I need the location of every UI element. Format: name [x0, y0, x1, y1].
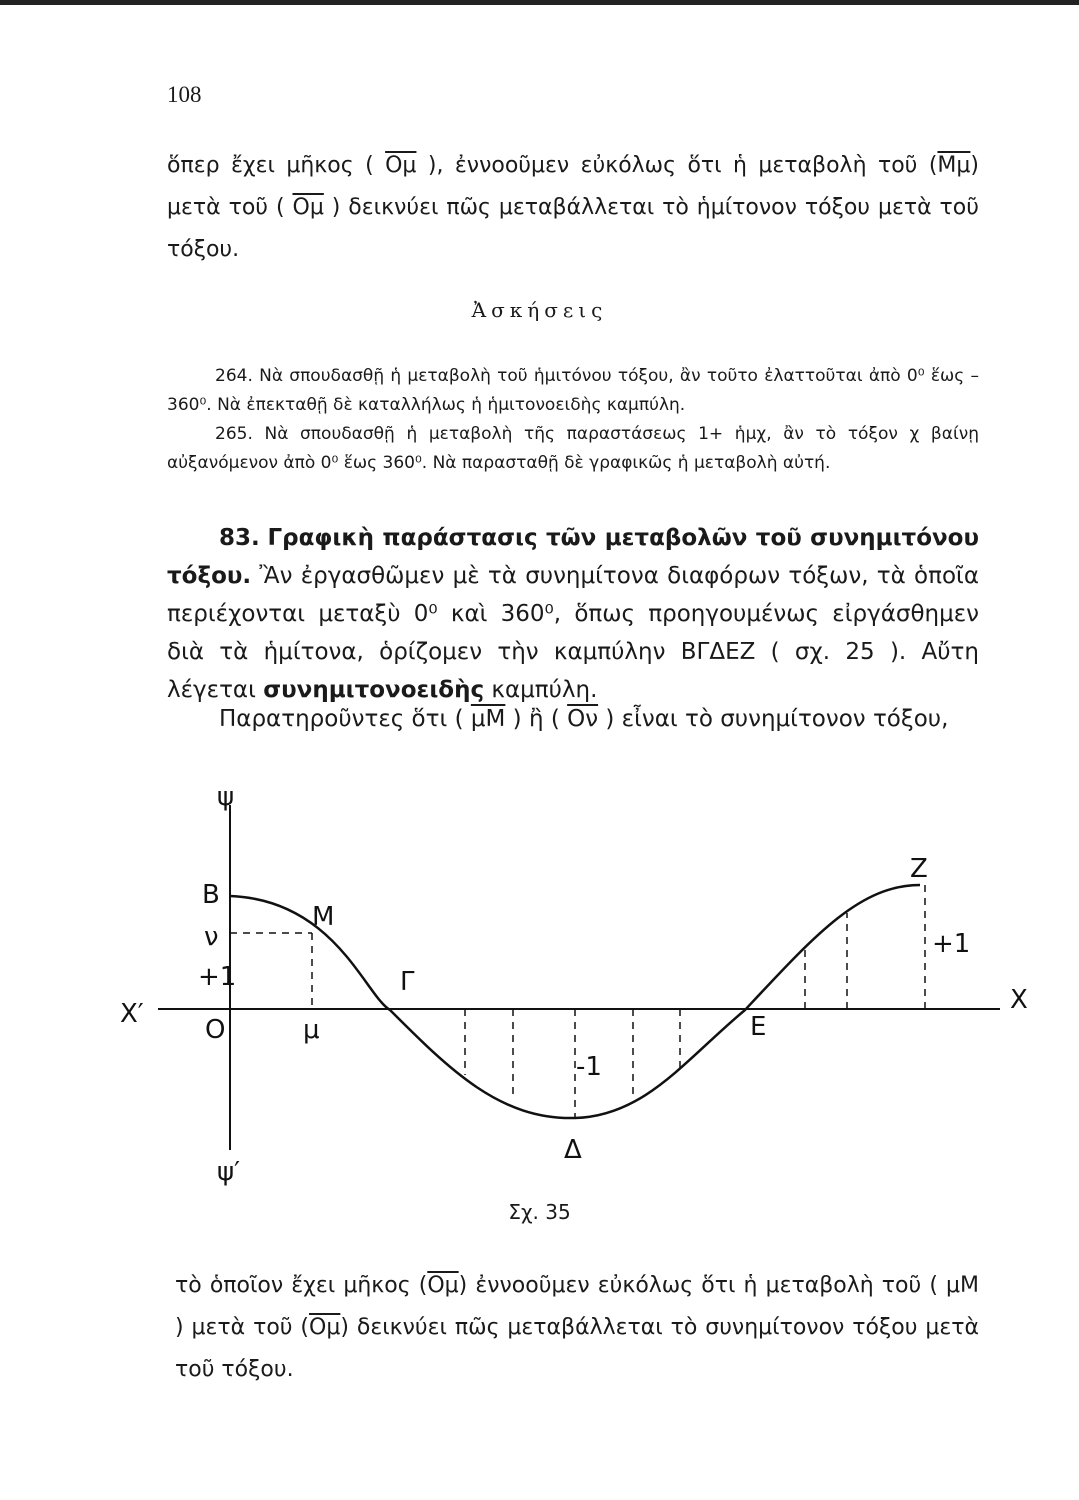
label-plus-one-left: +1 — [198, 962, 237, 992]
label-mu: μ — [303, 1015, 320, 1045]
label-minus-one: -1 — [576, 1052, 602, 1082]
intro-text-3: ) μετὰ τοῦ ( — [167, 153, 979, 220]
final-text-3: ) δεικνύει πῶς μεταβάλλεται τὸ συνημίτονον τόξου μετὰ τοῦ τόξου. — [175, 1315, 979, 1382]
section-term: συνημιτονοειδὴς — [263, 677, 485, 703]
label-b: Β — [202, 880, 220, 910]
intro-segment-om: $\overline{O\mu}$ — [385, 153, 417, 178]
section-83 — [167, 519, 979, 709]
label-epsilon: Ε — [750, 1012, 767, 1042]
label-psi: ψ — [217, 782, 235, 812]
label-zeta: Ζ — [910, 854, 928, 884]
label-x-prime: X′ — [120, 999, 144, 1029]
final-paragraph — [175, 1265, 979, 1391]
observation-text-1: Παρατηροῦντες ὅτι ( — [219, 706, 471, 732]
exercises-heading: Ἀσκήσεις — [471, 298, 608, 322]
cosine-figure — [120, 770, 1050, 1195]
label-nu: ν — [204, 922, 219, 952]
label-x: X — [1010, 985, 1028, 1015]
section-text-1: Ἂν ἐργασθῶμεν μὲ τὰ συνημίτονα διαφόρων τόξων, τὰ ὁποῖα περιέχονται μεταξὺ 0⁰ καὶ 360⁰, ὅπως προηγουμένως εἰργάσθημεν διὰ τὰ ἡμίτονα, ὁρίζομεν τὴν καμπύλην ΒΓΔΕΖ ( σχ. 25 ). Αὔτη λέγεται — [167, 563, 979, 703]
section-title: Γραφικὴ παράστασις τῶν μεταβολῶν τοῦ συνημιτόνου τόξου. — [167, 525, 980, 589]
observation-text-2: ) ἢ ( — [505, 706, 568, 732]
final-segment-om-2: $\overline{O\mu}$ — [309, 1315, 341, 1340]
intro-text-2: ), ἐννοοῦμεν εὐκόλως ὅτι ἡ μεταβολὴ τοῦ ( — [416, 153, 938, 178]
exercises-list — [167, 362, 979, 478]
observation-segment-on: $\overline{O\nu}$ — [567, 706, 599, 732]
label-m: Μ — [312, 902, 335, 932]
page-top-rule — [0, 0, 1079, 5]
exercise-264: 264. Νὰ σπουδασθῇ ἡ μεταβολὴ τοῦ ἡμιτόνου τόξου, ἂν τοῦτο ἐλαττοῦται ἀπὸ 0⁰ ἕως – 360⁰. Νὰ ἐπεκταθῇ δὲ καταλλήλως ἡ ἡμιτονοειδὴς καμπύλη. — [167, 366, 979, 415]
label-plus-one-right: +1 — [932, 929, 971, 959]
label-origin: O — [205, 1015, 226, 1045]
section-number: 83. — [219, 525, 260, 551]
intro-segment-om-2: $\overline{O\mu}$ — [292, 195, 324, 220]
observation-text-3: ) εἶναι τὸ συνημίτονον τόξου, — [598, 706, 949, 732]
final-text-1: τὸ ὁποῖον ἔχει μῆκος ( — [175, 1273, 428, 1298]
label-psi-prime: ψ′ — [217, 1157, 241, 1187]
label-gamma: Γ — [400, 967, 415, 997]
figure-caption: Σχ. 35 — [508, 1200, 571, 1224]
label-delta: Δ — [564, 1135, 582, 1165]
observation-segment-mm: $\overline{\mu M}$ — [470, 706, 506, 732]
intro-text-1: ὅπερ ἔχει μῆκος ( — [167, 153, 386, 178]
intro-paragraph — [167, 145, 979, 271]
exercise-265: 265. Νὰ σπουδασθῇ ἡ μεταβολὴ τῆς παραστάσεως 1+ ἡμχ, ἂν τὸ τόξον χ βαίνῃ αὐξανόμενον ἀπὸ 0⁰ ἕως 360⁰. Νὰ παρασταθῇ δὲ γραφικῶς ἡ μεταβολὴ αὐτή. — [167, 424, 979, 473]
final-segment-om: $\overline{O\mu}$ — [427, 1273, 459, 1298]
final-text-2: ) ἐννοοῦμεν εὐκόλως ὅτι ἡ μεταβολὴ τοῦ ( μΜ ) μετὰ τοῦ ( — [175, 1273, 979, 1340]
observation-paragraph — [167, 700, 979, 738]
intro-text-4: ) δεικνύει πῶς μεταβάλλεται τὸ ἡμίτονον τόξου μετὰ τοῦ τόξου. — [167, 195, 979, 262]
intro-segment-mm: $\overline{M\mu}$ — [937, 153, 971, 178]
page-number: 108 — [167, 82, 202, 107]
section-text-2: καμπύλη. — [484, 677, 598, 703]
